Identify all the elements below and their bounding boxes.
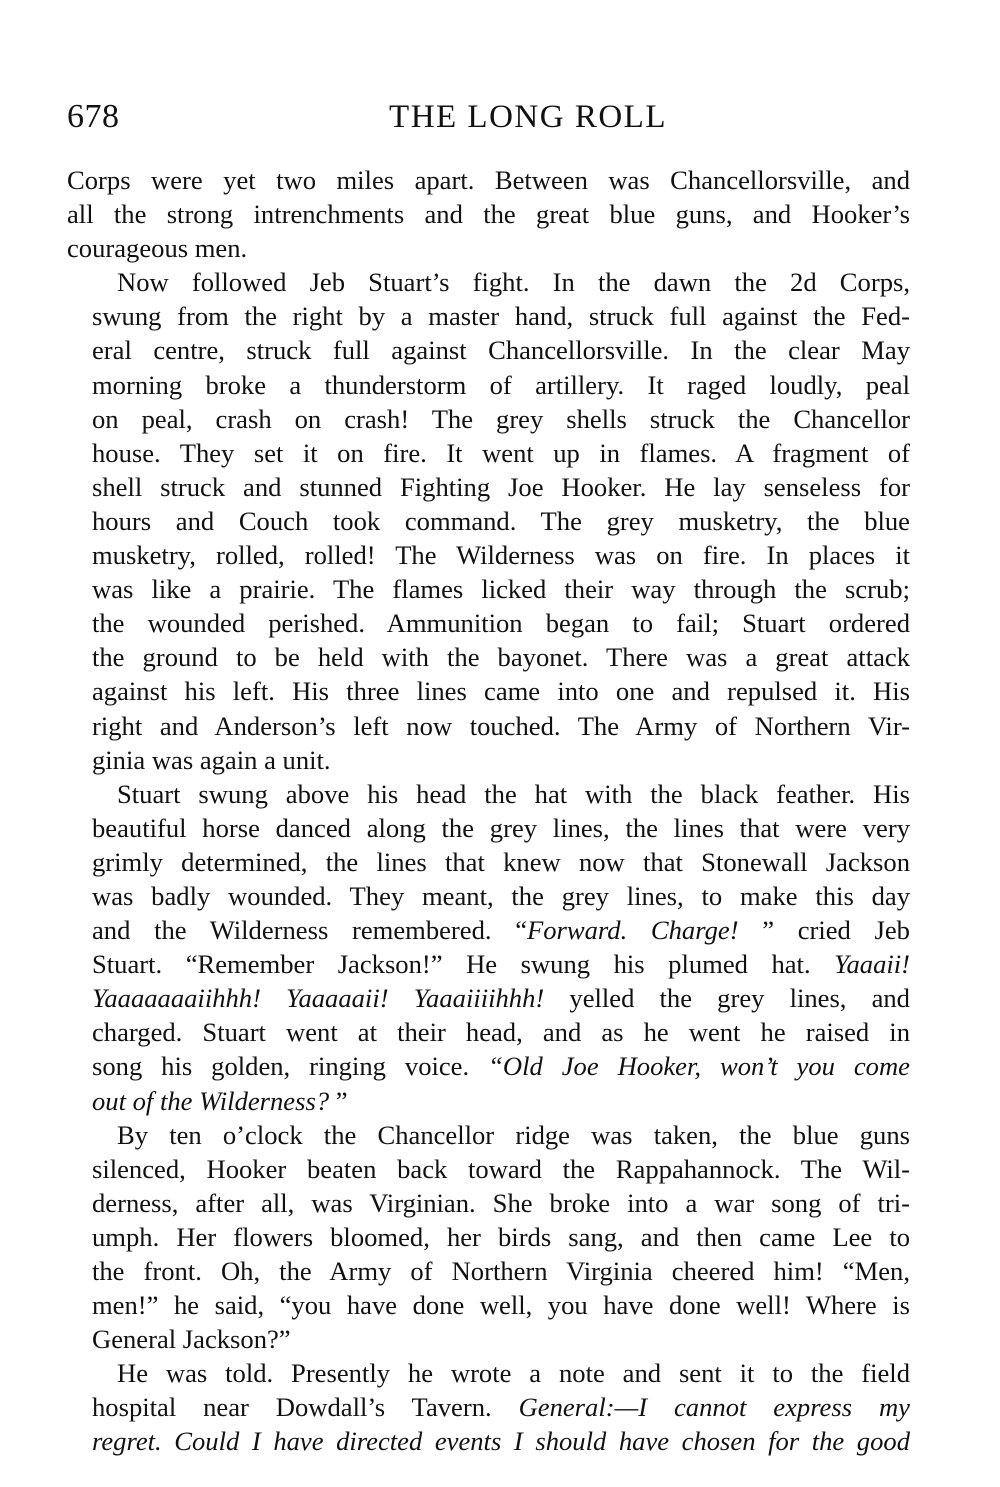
page-number: 678 (67, 98, 120, 135)
text-line: all the strong intrenchments and the great blue guns, and Hooker’s (67, 199, 910, 230)
text-run: ” (335, 1085, 348, 1116)
text-line (67, 981, 910, 1015)
text-line: Now followed Jeb Stuart’s fight. In the dawn the 2d Corps, (117, 267, 910, 298)
text-line: shell struck and stunned Fighting Joe Hooker. He lay senseless for (92, 471, 910, 502)
text-line: beautiful horse danced along the grey lines, the lines that were very (92, 812, 910, 843)
text-line: the wounded perished. Ammunition began to fail; Stuart ordered (92, 608, 910, 639)
text-run: Stuart. “Remember Jackson!” He swung his plumed hat. (92, 949, 811, 980)
text-line (67, 1424, 910, 1458)
italic-text: Forward. Charge! (527, 915, 739, 946)
text-line: grimly determined, the lines that knew now that Stonewall Jackson (92, 846, 910, 877)
text-line (67, 913, 910, 947)
text-line: musketry, rolled, rolled! The Wilderness was on fire. In places it (92, 540, 910, 571)
italic-text: “Old Joe Hooker, won’t you come (488, 1051, 910, 1082)
text-line: the ground to be held with the bayonet. There was a great attack (92, 642, 910, 673)
text-line: umph. Her flowers bloomed, her birds sang, and then came Lee to (92, 1221, 910, 1252)
text-line: against his left. His three lines came into one and repulsed it. His (92, 676, 910, 707)
text-line: eral centre, struck full against Chancellorsville. In the clear May (92, 335, 910, 366)
running-title: THE LONG ROLL (389, 99, 667, 135)
italic-text: out of the Wilderness? (92, 1085, 330, 1116)
text-run: yelled the grey lines, and (569, 983, 910, 1014)
paragraph (67, 1356, 910, 1458)
text-line: the front. Oh, the Army of Northern Virginia cheered him! “Men, (92, 1256, 910, 1286)
text-line: courageous men. (67, 233, 248, 264)
paragraph (67, 163, 910, 265)
text-line: He was told. Presently he wrote a note and sent it to the field (117, 1358, 910, 1389)
text-line: men!” he said, “you have done well, you have done well! Where is (92, 1290, 910, 1321)
text-line (67, 1049, 910, 1083)
text-line: Stuart swung above his head the hat with the black feather. His (117, 778, 910, 809)
text-run: hospital near Dowdall’s Tavern. (92, 1392, 492, 1423)
text-line: was badly wounded. They meant, the grey lines, to make this day (92, 880, 910, 911)
text-line: on peal, crash on crash! The grey shells struck the Chancellor (92, 403, 910, 434)
text-line: right and Anderson’s left now touched. The Army of Northern Vir- (92, 710, 910, 741)
text-line: ginia was again a unit. (92, 744, 331, 775)
italic-text: Yaaaaaaaiihhh! Yaaaaaii! Yaaaiiiihhh! (92, 983, 545, 1014)
text-run: and the Wilderness remembered. “ (92, 915, 527, 946)
text-line: swung from the right by a master hand, struck full against the Fed- (92, 301, 910, 332)
text-run: ” cried Jeb (762, 915, 910, 946)
text-run: song his golden, ringing voice. (92, 1051, 470, 1082)
text-line: charged. Stuart went at their head, and as he went he raised in (92, 1017, 910, 1048)
text-line: was like a prairie. The flames licked their way through the scrub; (92, 574, 910, 605)
body-text (67, 163, 910, 1459)
text-line (67, 1390, 910, 1424)
italic-text: regret. Could I have directed events I should have chosen for the good (92, 1426, 910, 1457)
text-line: derness, after all, was Virginian. She broke into a war song of tri- (92, 1187, 910, 1218)
paragraph (67, 1118, 910, 1357)
text-line: Corps were yet two miles apart. Between was Chancellorsville, and (67, 165, 910, 195)
italic-text: General:—I cannot express my (518, 1392, 910, 1423)
paragraph (67, 777, 910, 1118)
text-line: hours and Couch took command. The grey musketry, the blue (92, 505, 910, 536)
text-line: morning broke a thunderstorm of artillery. It raged loudly, peal (92, 369, 910, 400)
text-line (67, 1084, 910, 1118)
italic-text: Yaaaii! (834, 949, 910, 980)
text-line (67, 947, 910, 981)
text-line: General Jackson?” (92, 1324, 291, 1355)
text-line: silenced, Hooker beaten back toward the Rappahannock. The Wil- (92, 1153, 910, 1184)
text-line: By ten o’clock the Chancellor ridge was taken, the blue guns (117, 1119, 910, 1150)
paragraph (67, 265, 910, 776)
page-header (67, 92, 910, 142)
text-line: house. They set it on fire. It went up in flames. A fragment of (92, 437, 910, 468)
